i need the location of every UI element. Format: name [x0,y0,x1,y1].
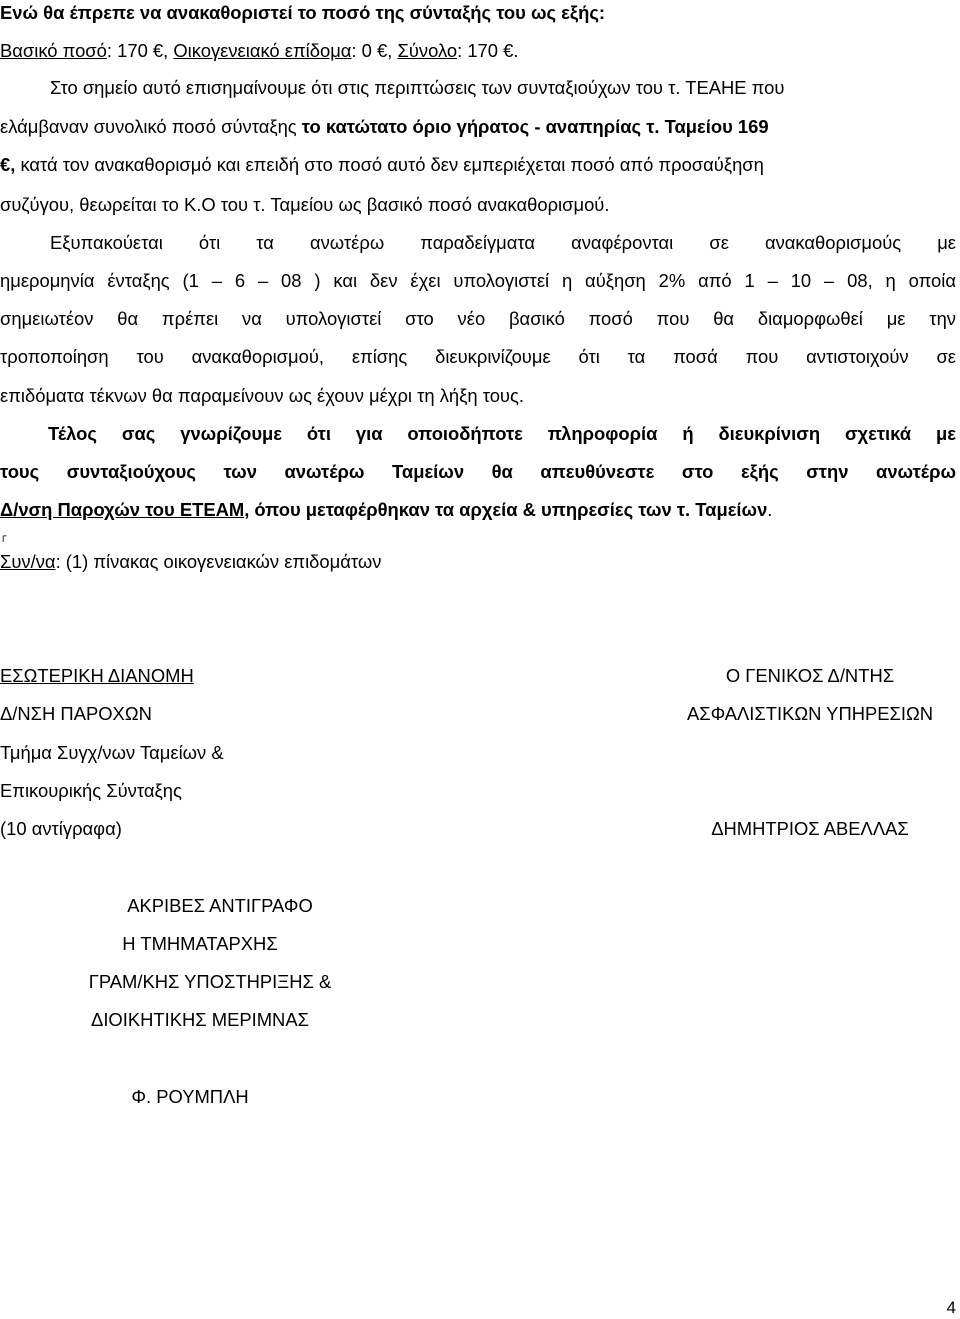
para1-line3-text: κατά τον ανακαθορισμό και επειδή στο ποσό αυτό δεν εμπεριέχεται ποσό από προσαύξηση [15,154,764,175]
para2-line4: τροποποίηση του ανακαθορισμού, επίσης διευκρινίζουμε ότι τα ποσά που αντιστοιχούν σε [0,346,956,367]
para2-line3: σημειωτέον θα πρέπει να υπολογιστεί στο νέο βασικό ποσό που θα διαμορφωθεί με την [0,308,956,329]
distribution-line4: (10 αντίγραφα) [0,818,122,839]
para1-line2-text: ελάμβαναν συνολικό ποσό σύνταξης [0,116,302,137]
signatory-title2: ΑΣΦΑΛΙΣΤΙΚΩΝ ΥΠΗΡΕΣΙΩΝ [686,703,934,724]
certified-line3: ΓΡΑΜ/ΚΗΣ ΥΠΟΣΤΗΡΙΞΗΣ & [88,971,332,992]
family-allowance-value: : 0 €, [351,40,398,61]
distribution-title: ΕΣΩΤΕΡΙΚΗ ΔΙΑΝΟΜΗ [0,665,194,686]
small-mark: Γ [2,534,7,544]
para1-line2 [0,116,769,138]
family-allowance-label: Οικογενειακό επίδομα [173,40,352,61]
certified-line1: ΑΚΡΙΒΕΣ ΑΝΤΙΓΡΑΦΟ [127,895,313,916]
para3-line2: τους συνταξιούχους των ανωτέρω Ταμείων θα απευθύνεστε στο εξής στην ανωτέρω [0,461,956,482]
total-value: : 170 €. [457,40,519,61]
certified-name: Φ. ΡΟΥΜΠΛΗ [131,1086,249,1107]
para3-period: . [767,499,773,520]
certified-line2: Η ΤΜΗΜΑΤΑΡΧΗΣ [122,933,278,954]
attachment-label: Συν/να [0,551,56,572]
attachment-line [0,551,381,573]
para1-line1: Στο σημείο αυτό επισημαίνουμε ότι στις περιπτώσεις των συνταξιούχων του τ. ΤΕΑΗΕ που [50,77,785,98]
certified-line4: ΔΙΟΙΚΗΤΙΚΗΣ ΜΕΡΙΜΝΑΣ [91,1009,309,1030]
para1-line3 [0,154,764,176]
para1-line4: συζύγου, θεωρείται το Κ.Ο του τ. Ταμείου ως βασικό ποσό ανακαθορισμού. [0,194,610,215]
calc-heading: Ενώ θα έπρεπε να ανακαθοριστεί το ποσό της σύνταξής του ως εξής: [0,2,606,23]
total-label: Σύνολο [397,40,458,61]
signatory-name: ΔΗΜΗΤΡΙΟΣ ΑΒΕΛΛΑΣ [711,818,909,839]
distribution-line3: Επικουρικής Σύνταξης [0,780,182,801]
para2-line1: Εξυπακούεται ότι τα ανωτέρω παραδείγματα αναφέρονται σε ανακαθορισμούς με [50,232,956,253]
calc-values-line [0,40,518,62]
para1-minimum-limit: το κατώτατο όριο γήρατος - αναπηρίας τ. Ταμείου 169 [301,116,769,137]
distribution-line1: Δ/ΝΣΗ ΠΑΡΟΧΩΝ [0,703,152,724]
distribution-line2: Τμήμα Συγχ/νων Ταμείων & [0,742,224,763]
attachment-text: : (1) πίνακας οικογενειακών επιδομάτων [55,551,382,572]
para3-line1: Τέλος σας γνωρίζουμε ότι για οποιοδήποτε πληροφορία ή διευκρίνιση σχετικά με [48,423,956,444]
para3-line3-rest: όπου μεταφέρθηκαν τα αρχεία & υπηρεσίες των τ. Ταμείων [249,499,768,520]
para1-euro: €, [0,154,16,175]
basic-amount-value: : 170 €, [106,40,174,61]
para2-line5: επιδόματα τέκνων θα παραμείνουν ως έχουν μέχρι τη λήξη τους. [0,385,524,406]
para3-line3 [0,499,772,521]
para2-line2: ημερομηνία ένταξης (1 – 6 – 08 ) και δεν έχει υπολογιστεί η αύξηση 2% από 1 – 10 – 08, η οποία [0,270,956,291]
page-number: 4 [946,1298,956,1317]
basic-amount-label: Βασικό ποσό [0,40,107,61]
signatory-title1: Ο ΓΕΝΙΚΟΣ Δ/ΝΤΗΣ [725,665,895,686]
dept-name: Δ/νση Παροχών του ΕΤΕΑΜ, [0,499,250,520]
